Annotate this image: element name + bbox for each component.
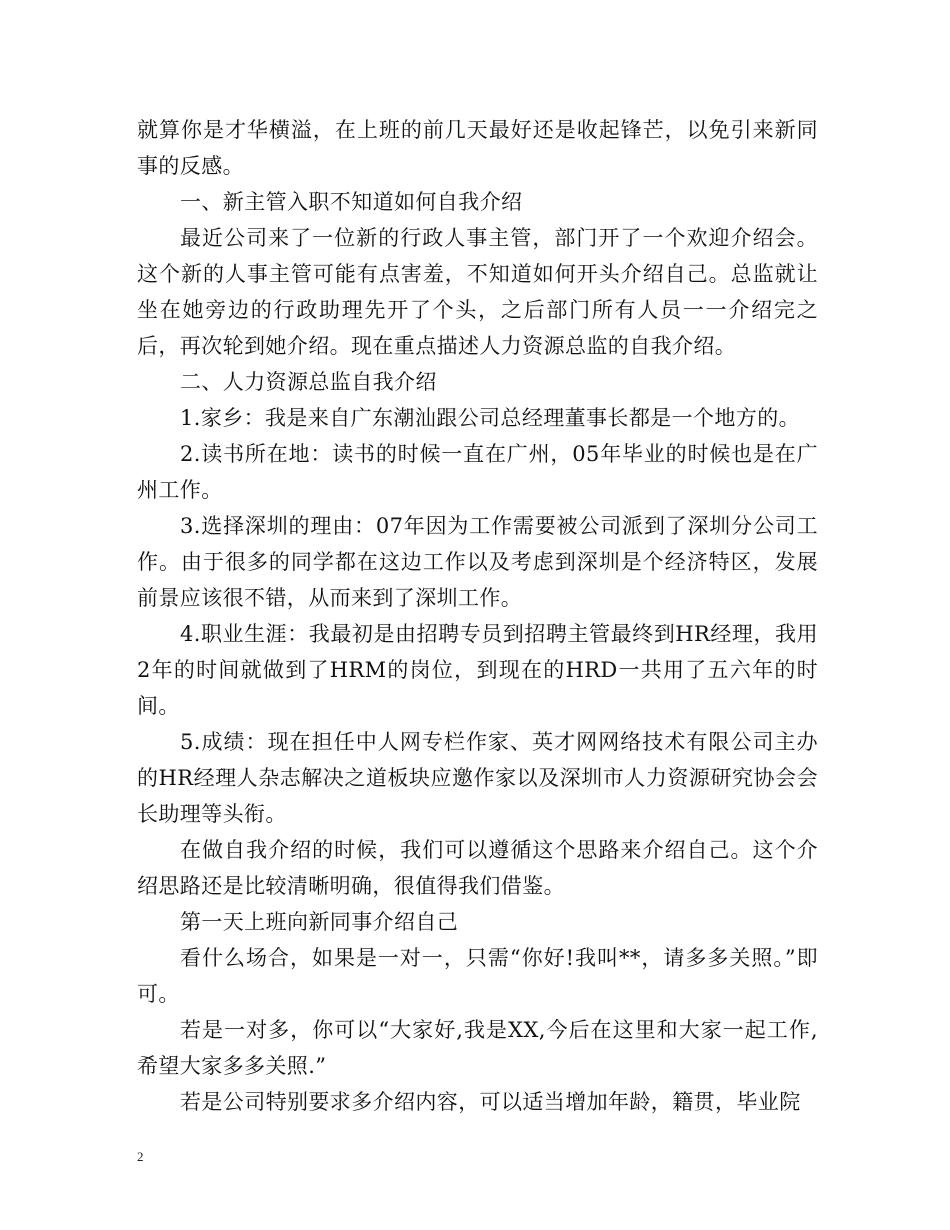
paragraph-summary: 在做自我介绍的时候，我们可以遵循这个思路来介绍自己。这个介绍思路还是比较清晰明确，很值得我们借鉴。 (137, 838, 818, 898)
paragraph-intro-end: 就算你是才华横溢，在上班的前几天最好还是收起锋芒，以免引来新同事的反感。 (137, 118, 818, 178)
paragraph-one-on-one: 看什么场合，如果是一对一，只需“你好!我叫**，请多多关照。”即可。 (137, 946, 818, 1006)
page-number: 2 (137, 1149, 144, 1164)
paragraph-story: 最近公司来了一位新的行政人事主管，部门开了一个欢迎介绍会。这个新的人事主管可能有点害羞，不知道如何开头介绍自己。总监就让坐在她旁边的行政助理先开了个头，之后部门所有人员一一介绍完之后，再次轮到她介绍。现在重点描述人力资源总监的自我介绍。 (137, 226, 818, 358)
list-item-achievements: 5.成绩：现在担任中人网专栏作家、英才网网络技术有限公司主办的HR经理人杂志解决之道板块应邀作家以及深圳市人力资源研究协会会长助理等头衔。 (137, 730, 818, 826)
section-heading-first-day: 第一天上班向新同事介绍自己 (180, 910, 459, 934)
section-heading-1: 一、新主管入职不知道如何自我介绍 (180, 190, 523, 214)
section-heading-2: 二、人力资源总监自我介绍 (180, 370, 437, 394)
list-item-reason-shenzhen: 3.选择深圳的理由：07年因为工作需要被公司派到了深圳分公司工作。由于很多的同学都在这边工作以及考虑到深圳是个经济特区，发展前景应该很不错，从而来到了深圳工作。 (137, 514, 818, 610)
paragraph-extra-details: 若是公司特别要求多介绍内容，可以适当增加年龄，籍贯，毕业院 (180, 1090, 801, 1114)
list-item-career: 4.职业生涯：我最初是由招聘专员到招聘主管最终到HR经理，我用2年的时间就做到了HRM的岗位，到现在的HRD一共用了五六年的时间。 (137, 622, 818, 718)
document-body (137, 112, 818, 1120)
paragraph-one-to-many: 若是一对多，你可以“大家好,我是XX,今后在这里和大家一起工作,希望大家多多关照.” (137, 1018, 818, 1078)
list-item-education: 2.读书所在地：读书的时候一直在广州，05年毕业的时候也是在广州工作。 (137, 442, 818, 502)
list-item-hometown: 1.家乡：我是来自广东潮汕跟公司总经理董事长都是一个地方的。 (180, 406, 801, 430)
